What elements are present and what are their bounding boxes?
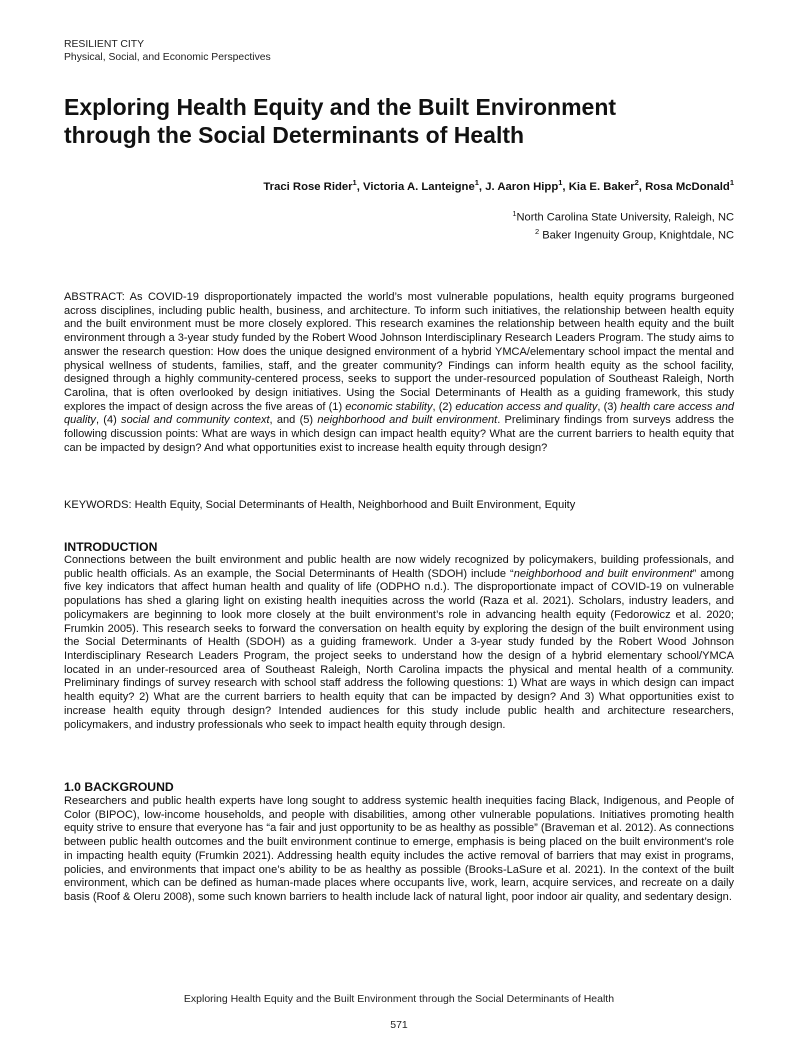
abstract-text: ABSTRACT: As COVID-19 disproportionately impacted the world’s most vulnerable populations, health equity programs burgeoned across disciplines, including public health, business, and architecture. To inform such initiatives, the relationship between health equity and the built environment must be more closely explored. This research examines the relationship between health equity and the built environment through a 3-year study funded by the Robert Wood Johnson Interdisciplinary Research Leaders Program. The study aims to answer the research question: How does the unique designed environment of a hybrid YMCA/elementary school impact the mental and physical wellness of students, families, staff, and the greater community? Findings can inform health equity as the school facility, designed through a highly community-centered process, seeks to support the under-resourced population of Southeast Raleigh, North Carolina, that is often overlooked by design initiatives. Using the Social Determinants of Health as a guiding framework, this study explores the impact of design across the five areas of (1) xyxy=(64,291,734,413)
section-heading-background: 1.0 BACKGROUND xyxy=(64,780,174,794)
abstract-text: , (2) xyxy=(432,400,456,413)
author-affiliation-mark: 1 xyxy=(474,178,479,187)
author-affiliation-mark: 2 xyxy=(634,178,639,187)
journal-series: RESILIENT CITY xyxy=(64,39,145,50)
affiliation-text: North Carolina State University, Raleigh, NC xyxy=(516,211,734,224)
title-line-2: through the Social Determinants of Health xyxy=(64,122,525,148)
abstract-text: , (3) xyxy=(597,400,621,413)
page-number: 571 xyxy=(390,1019,408,1031)
abstract-text: , (4) xyxy=(95,414,122,427)
author: Victoria A. Lanteigne xyxy=(363,180,475,193)
author-separator: , xyxy=(562,180,569,193)
author-affiliation-mark: 1 xyxy=(729,178,734,187)
introduction-body xyxy=(64,554,734,732)
abstract-text: . Preliminary findings from surveys address the following discussion points: What are ways in which design can impact health equity? What are the current barriers to health equity that can be impacted by design? And what opportunities exist to increase health equity through design? xyxy=(64,414,734,454)
paper-title xyxy=(64,93,744,149)
abstract-emphasis: social and community context xyxy=(121,414,270,427)
abstract xyxy=(64,291,734,456)
introduction-emphasis: neighborhood and built environment xyxy=(513,567,693,580)
author-list xyxy=(263,178,734,193)
keywords: KEYWORDS: Health Equity, Social Determinants of Health, Neighborhood and Built Environment, Equity xyxy=(64,499,576,511)
author-separator: , xyxy=(638,180,646,193)
running-footer: Exploring Health Equity and the Built Environment through the Social Determinants of Health xyxy=(183,993,615,1005)
author: J. Aaron Hipp xyxy=(485,180,559,193)
running-header xyxy=(64,38,271,64)
introduction-text: ” among five key indicators that affect human health and quality of life (ODPHO n.d.). The disproportionate impact of COVID-19 on vulnerable populations has shed a glaring light on existing health inequities across the world (Raza et al. 2021). Scholars, industry leaders, and policymakers are beginning to look more closely at the built environment’s role in advancing health equity (Fedorowicz et al. 2020; Frumkin 2005). This research seeks to forward the conversation on health equity by exploring the design of the built environment using the Social Determinants of Health (SDOH) as a guiding framework. Under a 3-year study funded by the Robert Wood Johnson Interdisciplinary Research Leaders Program, the project seeks to understand how the design of a hybrid elementary school/YMCA located in an under-resourced area of Southeast Raleigh, North Carolina impacts the physical and mental health of a community. Preliminary findings of survey research with school staff address the following questions: 1) What are ways in which design can impact health equity? 2) What are the current barriers to health equity that can be impacted by design? And 3) What opportunities exist to increase health equity through design? Intended audiences for this study include public health and architecture researchers, policymakers, and industry professionals who seek to impact health equity through design. xyxy=(64,567,735,731)
abstract-emphasis: education access and quality xyxy=(455,400,598,413)
journal-subtitle: Physical, Social, and Economic Perspectives xyxy=(64,52,271,63)
author-affiliation-mark: 1 xyxy=(558,178,563,187)
author: Traci Rose Rider xyxy=(263,180,353,193)
affiliations xyxy=(512,207,734,244)
section-heading-introduction: INTRODUCTION xyxy=(64,540,158,554)
affiliation xyxy=(512,207,734,225)
author: Kia E. Baker xyxy=(568,180,635,193)
author-separator: , xyxy=(356,180,363,193)
author: Rosa McDonald xyxy=(645,180,730,193)
abstract-emphasis: neighborhood and built environment xyxy=(317,414,498,427)
affiliation-mark: 1 xyxy=(512,209,517,218)
abstract-emphasis: economic stability xyxy=(345,400,433,413)
background-body: Researchers and public health experts have long sought to address systemic health inequities facing Black, Indigenous, and People of Color (BIPOC), low-income households, and people with disabilities, among other vulnerable populations. Initiatives promoting health equity strive to ensure that everyone has “a fair and just opportunity to be as healthy as possible” (Braveman et al. 2012). As connections between public health outcomes and the built environment continue to emerge, emphasis is being placed on the built environment’s role in impacting health equity (Frumkin 2021). Addressing health equity includes the active removal of barriers that may exist in programs, policies, and environments that impact one’s ability to be as healthy as possible (Brooks-LaSure et al. 2021). In the context of the built environment, which can be defined as human-made places where occupants live, work, learn, acquire services, and recreate on a daily basis (Roof & Oleru 2008), some such known barriers to health include lack of natural light, poor indoor air quality, and sedentary design. xyxy=(64,795,734,904)
author-affiliation-mark: 1 xyxy=(352,178,357,187)
abstract-text: , and (5) xyxy=(269,414,318,427)
introduction-text: Connections between the built environment and public health are now widely recognized by policymakers, building professionals, and public health officials. As an example, the Social Determinants of Health (SDOH) include “ xyxy=(64,554,734,580)
title-line-1: Exploring Health Equity and the Built Environment xyxy=(64,94,617,120)
affiliation xyxy=(512,225,734,243)
abstract-emphasis: health care access and quality xyxy=(64,400,734,427)
affiliation-text: Baker Ingenuity Group, Knightdale, NC xyxy=(539,229,734,242)
author-separator: , xyxy=(478,180,486,193)
affiliation-mark: 2 xyxy=(534,227,540,237)
